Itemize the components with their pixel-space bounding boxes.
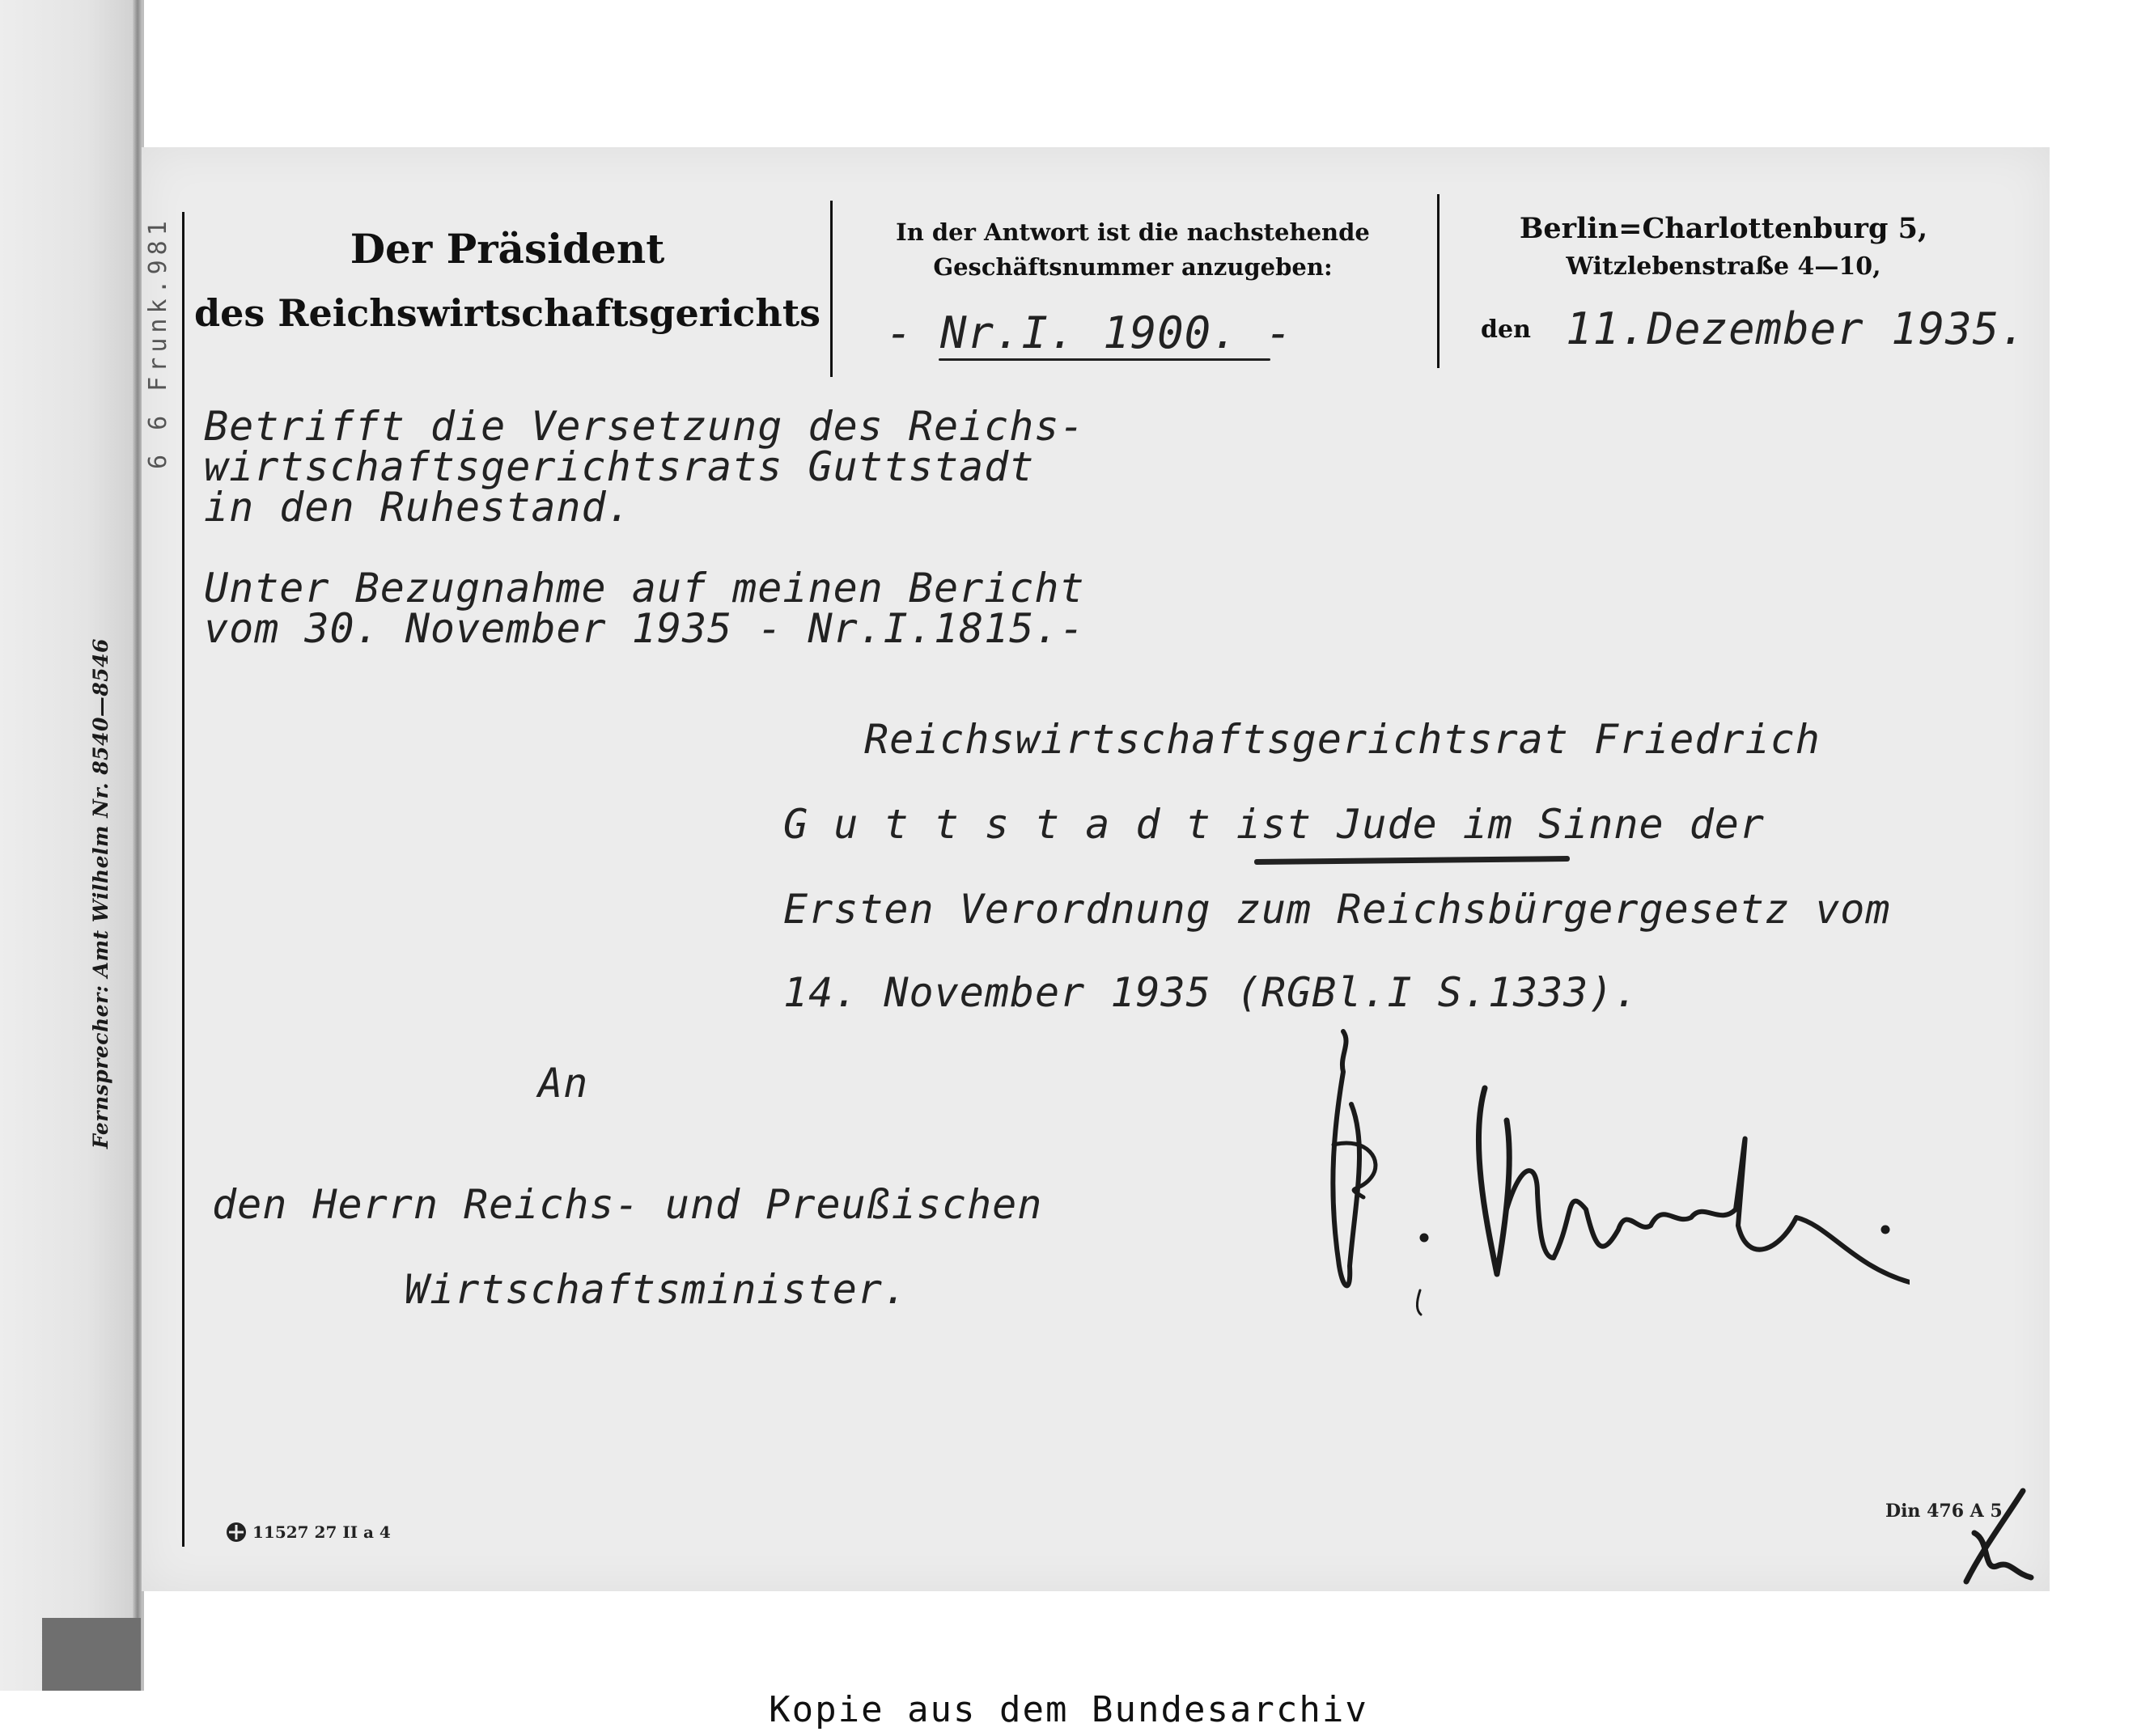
binder-strip	[0, 0, 144, 1691]
body-line-3: Ersten Verordnung zum Reichsbürgergesetz vom	[783, 886, 1891, 933]
sender-title: Der Präsident	[350, 225, 665, 273]
body-line-4: 14. November 1935 (RGBl.I S.1333).	[783, 969, 1639, 1016]
body-line-1: Reichswirtschaftsgerichtsrat Friedrich	[864, 716, 1821, 763]
left-margin-rule	[182, 212, 184, 1547]
header-divider-2	[1437, 194, 1440, 368]
print-code: 11527 27 II a 4	[252, 1522, 391, 1542]
subject-line-2: wirtschaftsgerichtsrats Guttstadt	[204, 443, 1035, 490]
reference-underline	[939, 358, 1270, 361]
header-divider-1	[830, 201, 833, 377]
reference-instruction-2: Geschäftsnummer anzugeben:	[933, 253, 1333, 281]
subject-line-1: Betrifft die Versetzung des Reichs-	[204, 403, 1085, 450]
reference-line-1: Unter Bezugnahme auf meinen Bericht	[204, 565, 1085, 612]
handwritten-signature	[1295, 1023, 1910, 1331]
din-format: Din 476 A 5	[1885, 1501, 2003, 1522]
sender-institution: des Reichswirtschaftsgerichts	[193, 291, 821, 335]
reference-number: - Nr.I. 1900. -	[886, 307, 1293, 358]
handwritten-mark	[1950, 1484, 2039, 1590]
letter-date: 11.Dezember 1935.	[1566, 303, 2027, 354]
archive-caption: Kopie aus dem Bundesarchiv	[769, 1689, 1368, 1730]
subject-line-3: in den Ruhestand.	[204, 484, 632, 531]
sender-street: Witzlebenstraße 4—10,	[1566, 252, 1881, 281]
letter-sheet	[142, 147, 2050, 1591]
reference-instruction-1: In der Antwort ist die nachstehende	[896, 218, 1370, 246]
side-stray-fragment: 6 6 Frunk.981	[144, 216, 172, 469]
telephone-side-text: Fernsprecher: Amt Wilhelm Nr. 8540—8546	[89, 638, 112, 1149]
body-line-2: G u t t s t a d t ist Jude im Sinne der	[783, 801, 1765, 848]
date-prefix: den	[1481, 315, 1531, 344]
recipient-line-1: den Herrn Reichs- und Preußischen	[212, 1181, 1043, 1228]
printer-mark-icon	[225, 1521, 248, 1543]
recipient-line-2: Wirtschaftsminister.	[405, 1266, 909, 1313]
binder-shadow	[42, 1618, 141, 1691]
recipient-prefix: An	[538, 1060, 589, 1107]
sender-city: Berlin=Charlottenburg 5,	[1519, 212, 1928, 245]
reference-line-2: vom 30. November 1935 - Nr.I.1815.-	[204, 605, 1085, 652]
